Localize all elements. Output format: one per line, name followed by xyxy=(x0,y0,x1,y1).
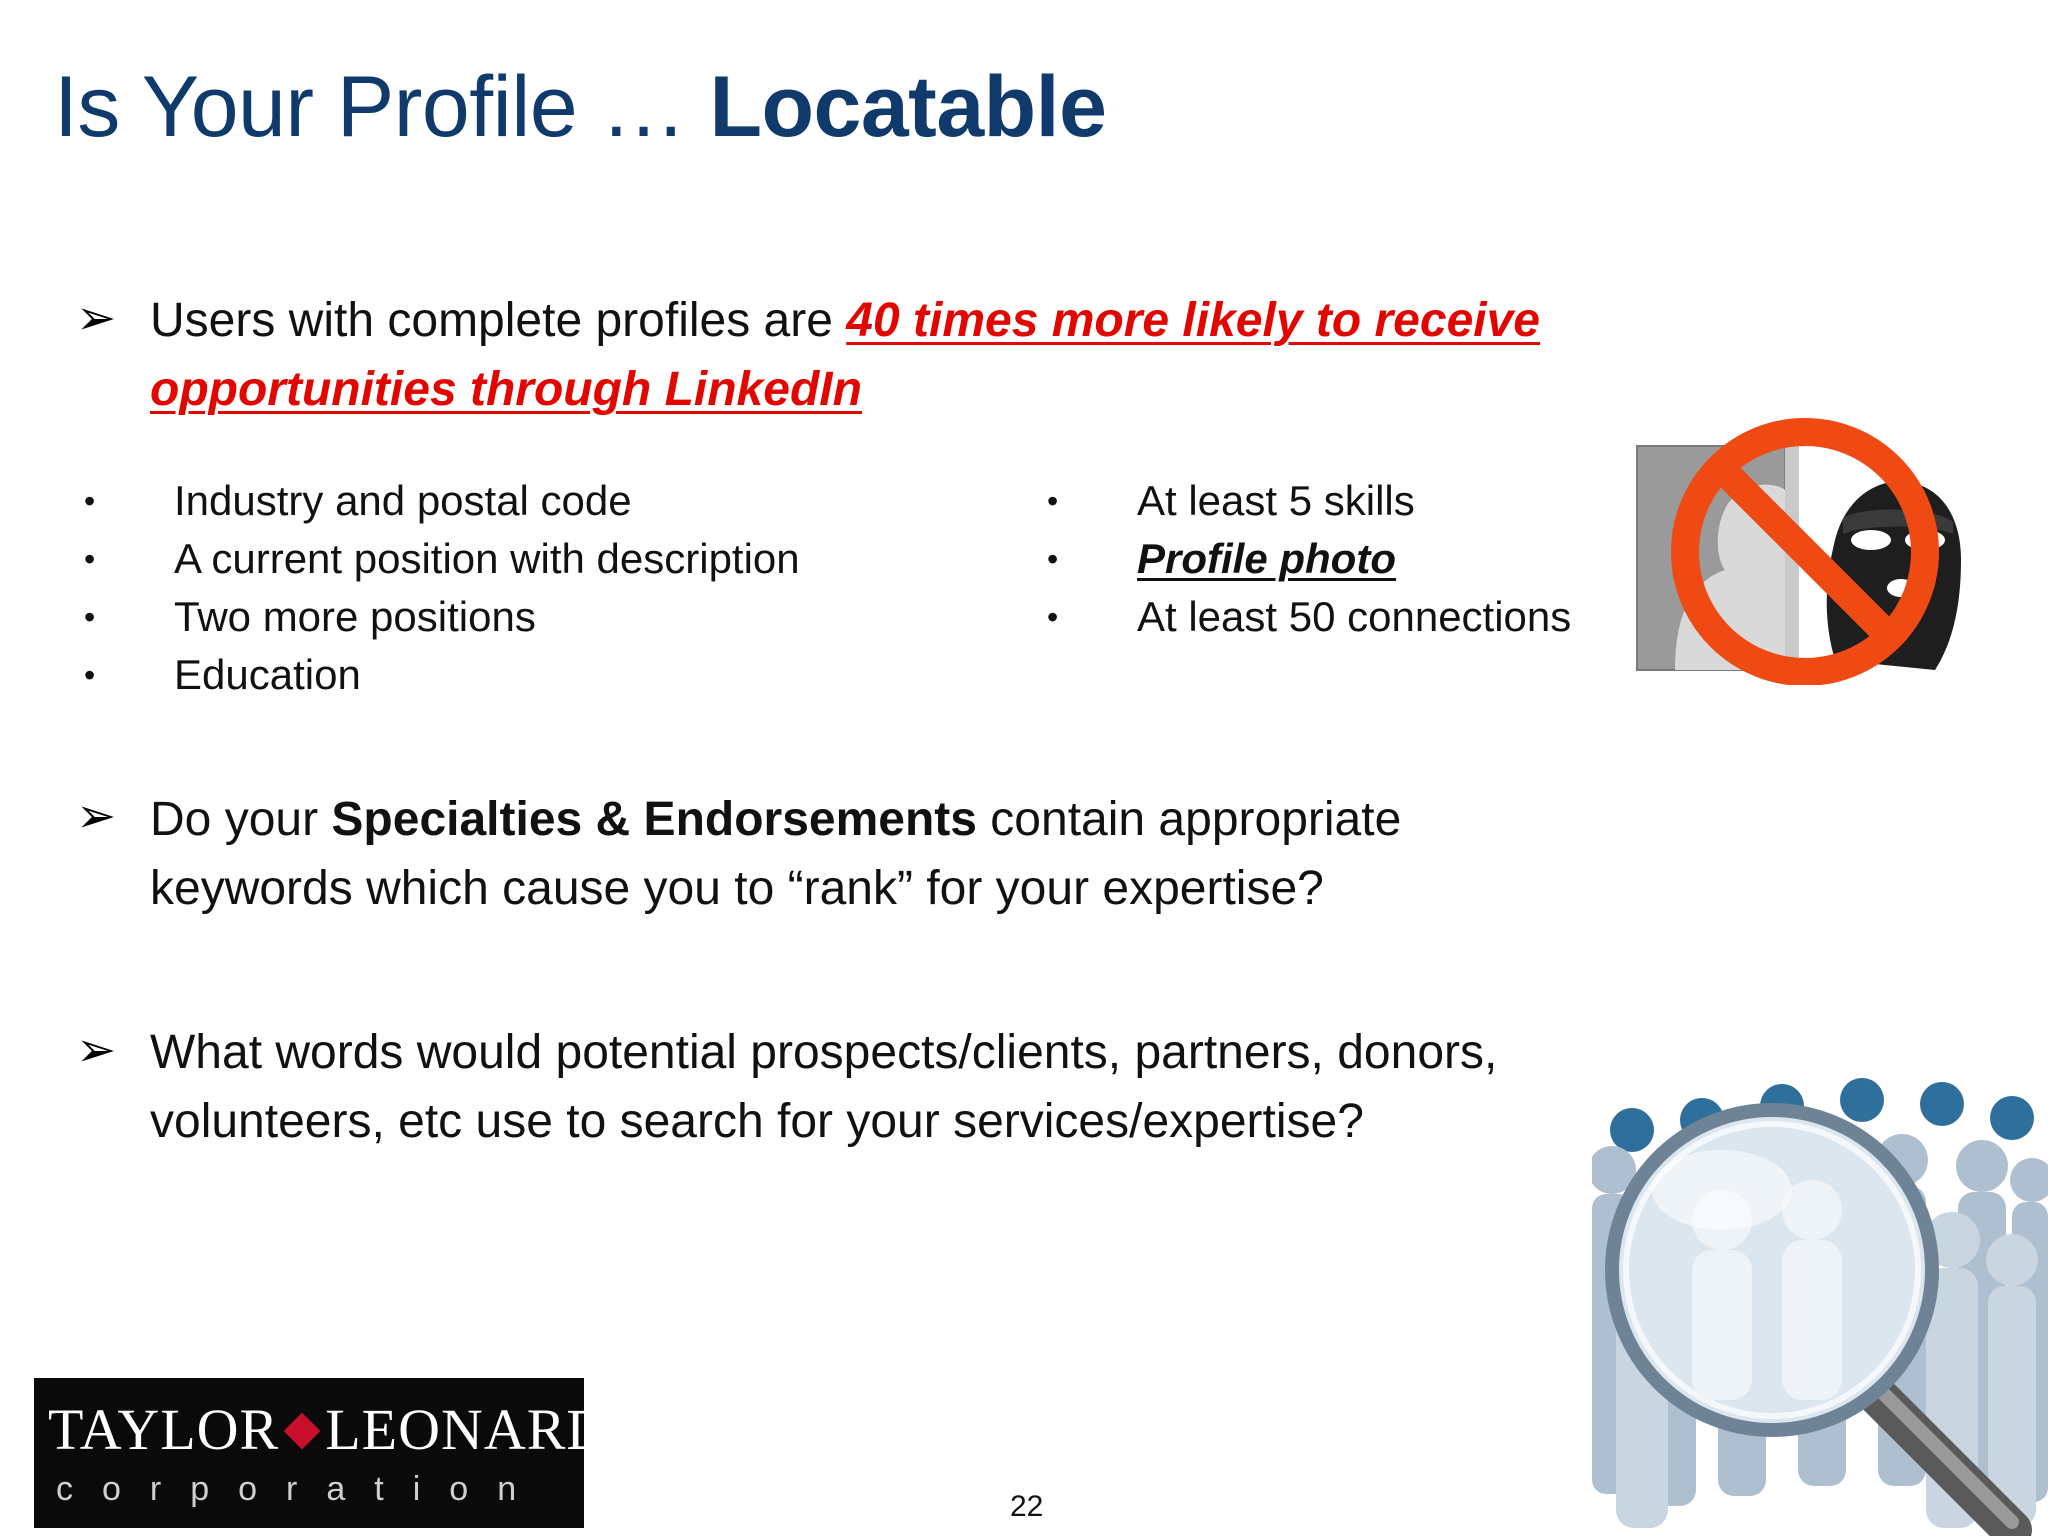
arrow-bullet-1: ➢ xyxy=(76,292,117,345)
arrow-bullet-3: ➢ xyxy=(76,1024,117,1077)
checklist-left xyxy=(84,472,800,704)
title-normal: Is Your Profile … xyxy=(54,59,710,155)
arrow-bullet-2: ➢ xyxy=(76,790,117,843)
point-1-text xyxy=(150,286,1710,424)
title-bold: Locatable xyxy=(709,59,1107,155)
slide-title xyxy=(54,58,1106,157)
list-bullet: • xyxy=(84,657,96,693)
point-2-suffix: contain appropriate keywords which cause you to “rank” for your expertise? xyxy=(150,793,1402,915)
list-item-label: Industry and postal code xyxy=(174,477,632,524)
list-item-label: Education xyxy=(174,651,361,698)
list-bullet: • xyxy=(1047,599,1059,635)
company-logo xyxy=(34,1378,610,1528)
list-item-label-emphasized: Profile photo xyxy=(1137,535,1396,582)
list-item-label: Two more positions xyxy=(174,593,536,640)
point-1-prefix: Users with complete profiles are xyxy=(150,294,847,347)
list-item xyxy=(84,646,800,704)
list-item-label: At least 50 connections xyxy=(1137,593,1572,640)
diamond-icon xyxy=(284,1412,321,1449)
logo-subtitle: corporation xyxy=(56,1470,546,1508)
list-bullet: • xyxy=(84,483,96,519)
people-search-magnifier-icon xyxy=(1592,1070,2048,1536)
point-2-text xyxy=(150,785,1580,923)
no-anonymous-profile-icon xyxy=(1635,410,1965,685)
list-item-label: At least 5 skills xyxy=(1137,477,1415,524)
checklist-right xyxy=(1047,472,1571,646)
list-bullet: • xyxy=(84,541,96,577)
point-3-body: What words would potential prospects/clients, partners, donors, volunteers, etc use to search for your services/expertise? xyxy=(150,1026,1498,1148)
point-1-highlight: 40 times more likely to receive opportunities through LinkedIn xyxy=(150,294,1540,416)
list-item xyxy=(1047,588,1571,646)
logo-wordmark xyxy=(48,1396,610,1463)
point-3-text xyxy=(150,1018,1570,1156)
list-bullet: • xyxy=(84,599,96,635)
list-item xyxy=(84,530,800,588)
list-item xyxy=(1047,530,1571,588)
list-item xyxy=(1047,472,1571,530)
list-item-label: A current position with description xyxy=(174,535,800,582)
page-number: 22 xyxy=(1010,1490,1044,1523)
list-bullet: • xyxy=(1047,541,1059,577)
logo-name-left: TAYLOR xyxy=(48,1397,280,1462)
point-2-prefix: Do your xyxy=(150,793,332,846)
logo-name-right: LEONARD xyxy=(325,1397,610,1462)
list-bullet: • xyxy=(1047,483,1059,519)
list-item xyxy=(84,472,800,530)
list-item xyxy=(84,588,800,646)
point-2-keyword: Specialties & Endorsements xyxy=(331,793,977,846)
